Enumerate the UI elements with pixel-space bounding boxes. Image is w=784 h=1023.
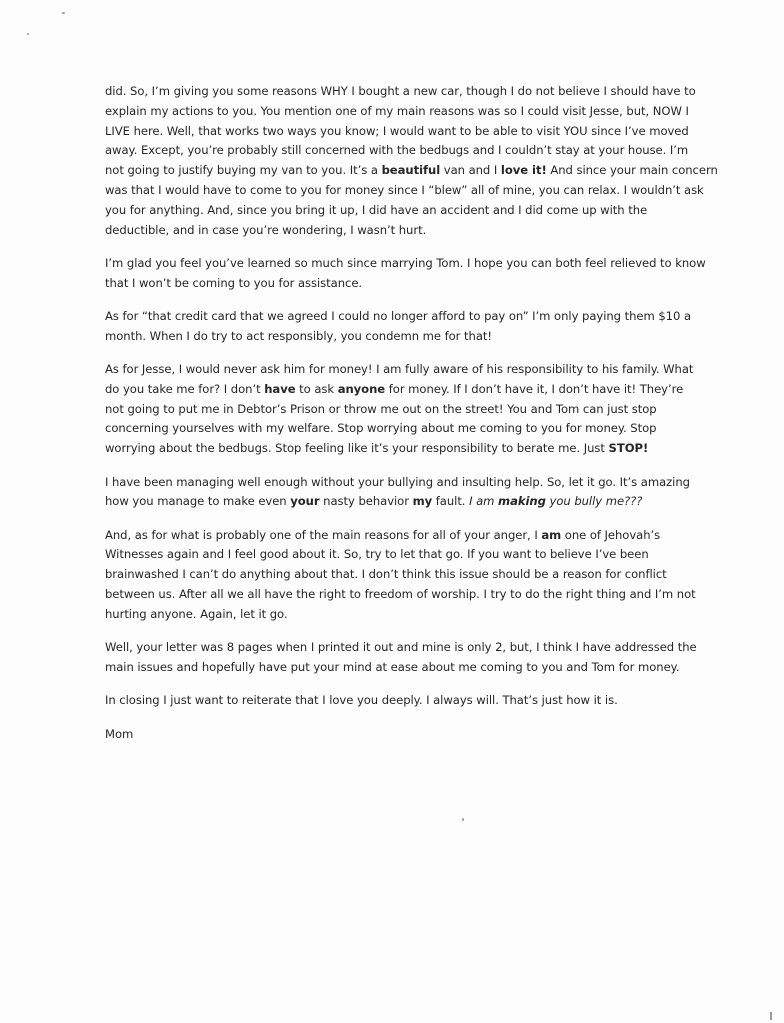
text-run: was that I would have to come to you for money since I “blew” all of mine, you can relax. I wouldn’t ask: [105, 182, 704, 197]
text-line: [105, 439, 700, 459]
text-line: [105, 161, 718, 181]
text-line: [105, 585, 700, 605]
text-line: [105, 658, 700, 678]
text-run: And, as for what is probably one of the main reasons for all of your anger, I: [105, 527, 542, 542]
text-run: As for Jesse, I would never ask him for money! I am fully aware of his responsibility to his family. What: [105, 362, 694, 377]
text-run: to ask: [295, 381, 338, 396]
letter-paragraph: [105, 473, 700, 513]
text-run: worrying about the bedbugs. Stop feeling like it’s your responsibility to berate me. Just: [105, 441, 609, 456]
emphasized-text: making: [498, 494, 546, 509]
emphasized-text: anyone: [337, 381, 386, 396]
text-line: [105, 102, 700, 122]
text-line: [105, 307, 700, 327]
emphasized-text: STOP!: [608, 441, 649, 456]
text-run: month. When I do try to act responsibly, you condemn me for that!: [105, 328, 492, 343]
text-run: hurting anyone. Again, let it go.: [105, 606, 288, 621]
text-run: concerning yourselves with my welfare. Stop worrying about me coming to you for money. Stop: [105, 421, 657, 436]
text-line: [105, 691, 700, 711]
scan-speck: [462, 818, 464, 821]
text-run: you for anything. And, since you bring it up, I did have an accident and I did come up with the: [105, 202, 648, 217]
text-run: LIVE here. Well, that works two ways you know; I would want to be able to visit YOU since I’ve moved: [105, 123, 689, 138]
text-line: [105, 141, 700, 161]
text-run: In closing I just want to reiterate that I love you deeply. I always will. That’s just how it is.: [105, 693, 618, 708]
text-run: van and I: [440, 163, 501, 178]
text-run: And since your main concern: [546, 163, 718, 178]
letter-paragraph: [105, 638, 700, 678]
letter-paragraph: [105, 307, 700, 347]
text-line: [105, 201, 700, 221]
text-line: [105, 400, 700, 420]
text-line: [105, 82, 700, 102]
emphasized-text: my: [412, 494, 433, 509]
text-line: [105, 181, 704, 201]
text-run: did. So, I’m giving you some reasons WHY I bought a new car, though I do not believe I should have to: [105, 84, 696, 98]
text-run: Witnesses again and I feel good about it. So, try to let that go. If you want to believe I’ve been: [105, 547, 649, 562]
text-run: not going to justify buying my van to you. It’s a: [105, 163, 382, 178]
text-run: As for “that credit card that we agreed I could no longer afford to pay on” I’m only paying them $10 a: [105, 308, 692, 323]
text-line: [105, 473, 700, 493]
text-run: main issues and hopefully have put your mind at ease about me coming to you and Tom for money.: [105, 659, 680, 674]
emphasized-text: beautiful: [381, 163, 441, 178]
text-run: Well, your letter was 8 pages when I printed it out and mine is only 2, but, I think I have addressed the: [105, 640, 697, 655]
text-line: [105, 492, 700, 512]
text-line: [105, 327, 700, 347]
emphasized-text: love it!: [500, 163, 547, 178]
text-run: for money. If I don’t have it, I don’t have it! They’re: [385, 381, 684, 396]
text-run: I’m glad you feel you’ve learned so much since marrying Tom. I hope you can both feel relieved to know: [105, 255, 706, 270]
text-run: brainwashed I can’t do anything about that. I don’t think this issue should be a reason for conflict: [105, 567, 667, 582]
text-line: [105, 545, 700, 565]
letter-paragraph: [105, 526, 700, 625]
text-run: how you manage to make even: [105, 494, 291, 509]
text-line: [105, 122, 700, 142]
text-line: [105, 254, 706, 274]
text-line: [105, 274, 700, 294]
text-line: [105, 360, 700, 380]
text-line: [105, 526, 700, 546]
letter-paragraph: [105, 360, 700, 459]
letter-paragraph: [105, 254, 706, 294]
text-run: explain my actions to you. You mention one of my main reasons was so I could visit Jesse, but, NOW I: [105, 103, 689, 118]
text-line: [105, 565, 700, 585]
text-run: not going to put me in Debtor’s Prison or throw me out on the street! You and Tom can just stop: [105, 401, 657, 416]
text-run: deductible, and in case you’re wondering, I wasn’t hurt.: [105, 222, 427, 237]
text-run: between us. After all we all have the right to freedom of worship. I try to do the right thing and I’m not: [105, 587, 696, 602]
text-run: do you take me for? I don’t: [105, 381, 265, 396]
emphasized-text: you bully me???: [545, 494, 643, 509]
text-line: [105, 638, 700, 658]
letter-body: [105, 82, 718, 744]
emphasized-text: have: [264, 381, 296, 396]
text-line: [105, 380, 700, 400]
text-line: [105, 419, 700, 439]
text-run: away. Except, you’re probably still concerned with the bedbugs and I couldn’t stay at your house. I’m: [105, 143, 689, 158]
text-run: that I won’t be coming to you for assistance.: [105, 275, 363, 290]
text-run: fault.: [432, 494, 470, 509]
emphasized-text: your: [290, 494, 320, 509]
text-line: [105, 221, 700, 241]
letter-paragraph: [105, 82, 718, 240]
signature: Mom: [105, 726, 134, 741]
letter-paragraph: [105, 691, 700, 711]
text-line: [105, 605, 700, 625]
scan-speck: [27, 33, 29, 35]
scan-speck: [62, 12, 65, 14]
emphasized-text: am: [541, 527, 562, 542]
emphasized-text: I am: [469, 494, 499, 509]
text-run: I have been managing well enough without your bullying and insulting help. So, let it go. It’s amazing: [105, 474, 690, 489]
text-run: one of Jehovah’s: [561, 527, 661, 542]
scan-speck: [770, 1012, 772, 1020]
text-run: nasty behavior: [319, 494, 413, 509]
